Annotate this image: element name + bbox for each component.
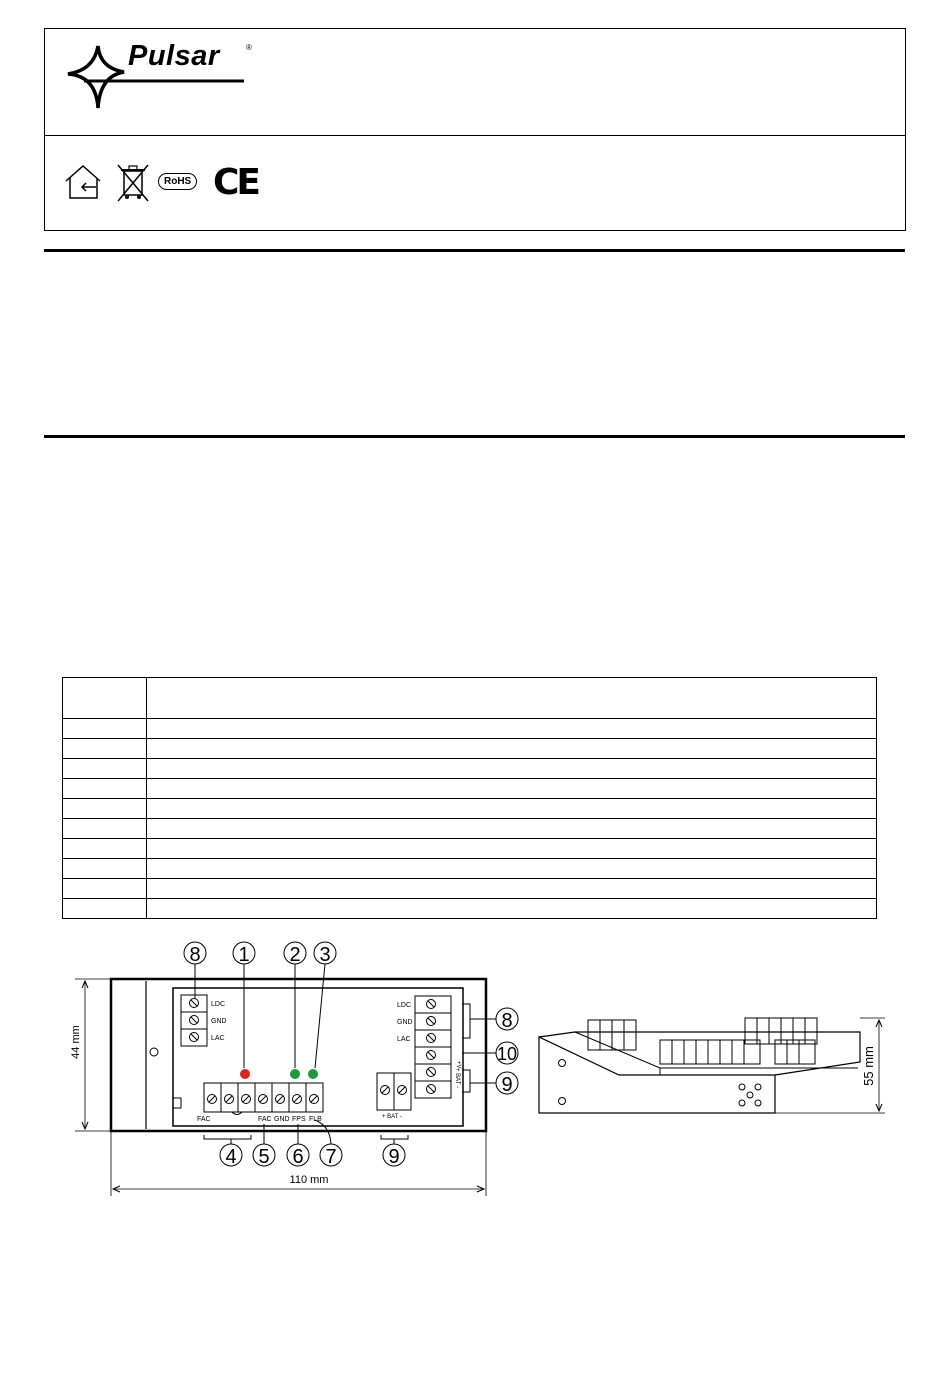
spec-table <box>62 677 877 919</box>
module-3d-view <box>539 1018 860 1113</box>
callout-8-left <box>184 942 206 998</box>
svg-text:3: 3 <box>319 944 331 966</box>
led-green-2 <box>308 1069 318 1079</box>
callout-1 <box>233 942 255 1068</box>
rohs-badge: RoHS <box>158 173 197 190</box>
table-row <box>63 879 877 899</box>
led-green-1 <box>290 1069 300 1079</box>
svg-text:7: 7 <box>325 1146 337 1168</box>
table-row <box>63 819 877 839</box>
terminal-label-flb: FLB <box>309 1116 322 1123</box>
terminal-block-right <box>415 996 451 1098</box>
table-row <box>63 759 877 779</box>
terminal-block-left <box>181 995 207 1046</box>
svg-text:6: 6 <box>292 1146 304 1168</box>
svg-text:9: 9 <box>501 1074 513 1096</box>
svg-text:2: 2 <box>289 944 301 966</box>
svg-text:1: 1 <box>238 944 250 966</box>
callout-6 <box>287 1144 309 1168</box>
terminal-label-ldc-left: LDC <box>211 1001 226 1008</box>
callout-4 <box>220 1144 242 1168</box>
terminal-label-fac-2: FAC <box>258 1116 272 1123</box>
callout-9-bottom <box>383 1144 405 1168</box>
terminal-label-gnd: GND <box>274 1116 290 1123</box>
callout-3 <box>314 942 336 1068</box>
callout-9-right <box>496 1072 518 1096</box>
mount-hole <box>150 1048 158 1056</box>
svg-text:8: 8 <box>189 944 201 966</box>
dim-height-3d-label: 55 mm <box>861 1046 876 1086</box>
table-row <box>63 739 877 759</box>
section-rule-bottom <box>44 435 905 438</box>
ce-mark: CE <box>213 162 259 203</box>
table-row <box>63 839 877 859</box>
dim-width-label: 110 mm <box>289 1174 329 1186</box>
enclosure-outline <box>111 979 486 1131</box>
svg-text:10: 10 <box>496 1044 518 1064</box>
svg-text:9: 9 <box>388 1146 400 1168</box>
terminal-label-bat-side: + BAT - <box>454 1068 460 1088</box>
crossed-bin-icon <box>115 161 151 208</box>
terminal-label-gnd-right: GND <box>397 1019 413 1026</box>
svg-text:4: 4 <box>225 1146 237 1168</box>
terminal-label-gnd-left: GND <box>211 1018 227 1025</box>
indoor-use-icon <box>62 163 104 206</box>
brand-name: Pulsar <box>128 40 220 72</box>
table-row <box>63 719 877 739</box>
table-header-row <box>63 678 877 719</box>
callout-10 <box>496 1042 518 1064</box>
registered-mark: ® <box>246 43 252 52</box>
module-diagram <box>0 930 950 1210</box>
dim-height-label: 44 mm <box>70 1025 82 1059</box>
callout-2 <box>284 942 306 1068</box>
terminal-label-lac-right: LAC <box>397 1036 411 1043</box>
led-red <box>240 1069 250 1079</box>
header-divider <box>45 135 905 136</box>
table-row <box>63 779 877 799</box>
terminal-block-bottom <box>204 1083 323 1112</box>
terminal-label-fac-1: FAC <box>197 1116 211 1123</box>
pcb-board <box>173 988 463 1126</box>
table-row <box>63 899 877 919</box>
svg-text:5: 5 <box>258 1146 270 1168</box>
callout-7 <box>320 1144 342 1168</box>
callout-8-right <box>496 1008 518 1032</box>
terminal-label-plus-v: +V <box>455 1061 461 1069</box>
table-row <box>63 799 877 819</box>
terminal-label-bat-bottom: + BAT - <box>382 1114 402 1120</box>
terminal-block-battery <box>377 1073 411 1110</box>
callout-5 <box>253 1144 275 1168</box>
brand-logo <box>62 40 262 116</box>
terminal-label-lac-left: LAC <box>211 1035 225 1042</box>
svg-text:8: 8 <box>501 1010 513 1032</box>
terminal-label-ldc-right: LDC <box>397 1002 412 1009</box>
table-row <box>63 859 877 879</box>
section-rule-top <box>44 249 905 252</box>
terminal-label-fps: FPS <box>292 1116 306 1123</box>
